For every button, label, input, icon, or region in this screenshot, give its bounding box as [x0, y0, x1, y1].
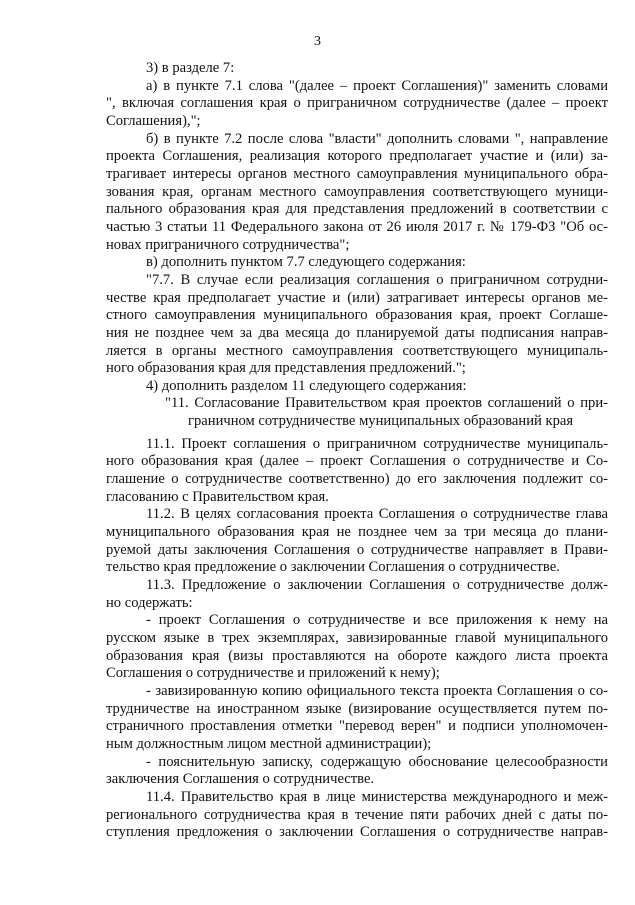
text-line: проекта Соглашения, реализация которого предполагает участие и (или) за-: [106, 148, 608, 165]
text-line: глашение о сотрудничестве соответственно) до его заключения подлежит со-: [106, 471, 608, 488]
text-line: ного образования края (далее – проект Соглашения о сотрудничестве и Со-: [106, 453, 608, 470]
text-line: б) в пункте 7.2 после слова "власти" дополнить словами ", направление: [146, 130, 608, 147]
text-line: тельство края предложение о заключении Соглашения о сотрудничестве.: [106, 559, 560, 576]
text-line: зования края, органам местного самоуправления соответствующего муници-: [106, 183, 608, 200]
page-number: 3: [314, 34, 321, 49]
text-line: руемой даты заключения Соглашения о сотрудничестве направляет в Прави-: [106, 541, 608, 558]
text-line: пального образования края для представления предложений в соответствии с: [106, 201, 608, 218]
text-line: - завизированную копию официального текста проекта Соглашения о со-: [146, 682, 608, 699]
text-line: 11.3. Предложение о заключении Соглашения о сотрудничестве долж-: [146, 577, 608, 594]
text-line: регионального сотрудничества края в течение пяти рабочих дней с даты по-: [106, 806, 608, 823]
text-line: ляется в органы местного самоуправления соответствующего муниципаль-: [106, 342, 608, 359]
text-line: трудничестве на иностранном языке (визирование осуществляется путем по-: [106, 700, 608, 717]
text-line: трагивает интересы органов местного самоуправления муниципального обра-: [106, 165, 608, 182]
text-line: стного самоуправления муниципального образования края, проект Соглаше-: [106, 307, 608, 324]
text-line: - пояснительную записку, содержащую обоснование целесообразности: [146, 753, 608, 770]
text-line: а) в пункте 7.1 слова "(далее – проект Соглашения)" заменить словами: [146, 77, 608, 94]
text-line: 3) в разделе 7:: [146, 60, 235, 76]
text-line: ния не позднее чем за два месяца до планируемой даты подписания направ-: [106, 324, 608, 341]
text-line: ", включая соглашения края о приграничном сотрудничестве (далее – проект: [106, 95, 608, 112]
text-line: ным должностным лицом местной администрации);: [106, 735, 432, 752]
text-line: 11.4. Правительство края в лице министерства международного и меж-: [146, 788, 608, 805]
text-line: - проект Соглашения о сотрудничестве и все приложения к нему на: [146, 612, 608, 629]
text-line: граничном сотрудничестве муниципальных образований края: [188, 413, 574, 430]
document-body: [106, 60, 608, 842]
text-line: муниципального образования края не позднее чем за три месяца до плани-: [106, 524, 608, 541]
text-line: но содержать:: [106, 594, 193, 611]
text-line: 11.2. В целях согласования проекта Соглашения о сотрудничестве глава: [146, 506, 608, 523]
text-line: заключения Соглашения о сотрудничестве.: [106, 771, 375, 788]
text-line: "7.7. В случае если реализация соглашения о приграничном сотрудни-: [146, 271, 608, 288]
text-line: образования края (визы проставляются на обороте каждого листа проекта: [106, 647, 608, 664]
text-line: 4) дополнить разделом 11 следующего содержания:: [146, 377, 467, 394]
text-line: ного образования края для представления предложений.";: [106, 360, 466, 377]
text-line: русском языке в трех экземплярах, завизированные главой муниципального: [106, 630, 608, 646]
text-line: страничного проставления отметки "перевод верен" и подписи уполномочен-: [106, 718, 608, 735]
text-line: новах приграничного сотрудничества";: [106, 236, 350, 253]
text-line: "11. Согласование Правительством края проектов соглашений о при-: [165, 395, 608, 412]
text-line: Соглашения о сотрудничестве и приложений к нему);: [106, 665, 440, 682]
text-line: Соглашения),";: [106, 112, 201, 129]
text-line: честве края предполагает участие и (или) затрагивает интересы органов ме-: [106, 289, 608, 306]
text-line: гласованию с Правительством края.: [106, 488, 329, 505]
text-line: частью 3 статьи 11 Федерального закона от 26 июля 2017 г. № 179-ФЗ "Об ос-: [106, 218, 608, 235]
text-line: в) дополнить пунктом 7.7 следующего содержания:: [146, 254, 466, 271]
text-line: 11.1. Проект соглашения о приграничном сотрудничестве муниципаль-: [146, 435, 608, 452]
text-line: ступления предложения о заключении Соглашения о сотрудничестве направ-: [106, 824, 608, 841]
